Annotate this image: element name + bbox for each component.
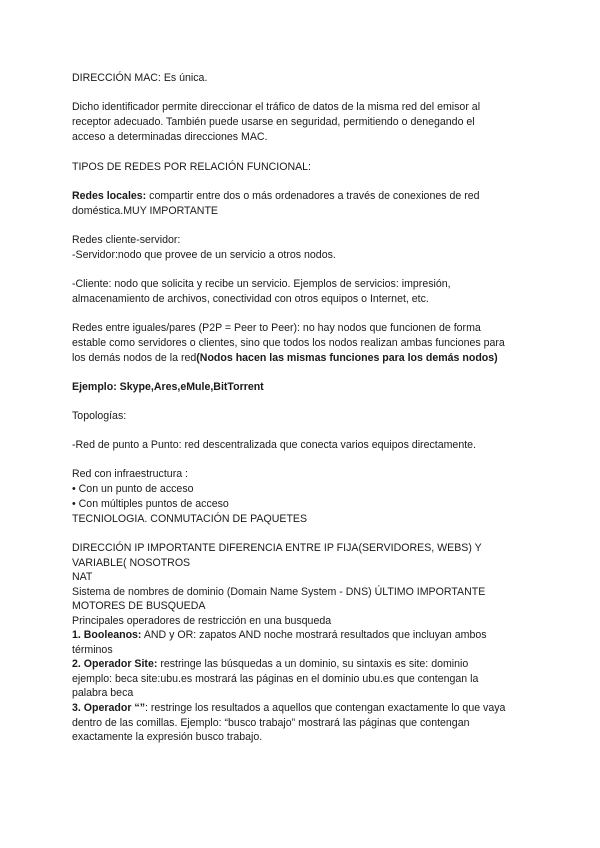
operador-1-text: AND y OR: zapatos AND noche mostrará resultados que incluyan ambos bbox=[141, 629, 487, 641]
operador-2-line-2: ejemplo: beca site:ubu.es mostrará las páginas en el dominio ubu.es que contengan la bbox=[72, 673, 479, 685]
servidor-line: -Servidor:nodo que provee de un servicio a otros nodos. bbox=[72, 249, 336, 261]
infraestructura-heading: Red con infraestructura : bbox=[72, 468, 188, 480]
cliente-servidor-heading: Redes cliente-servidor: bbox=[72, 234, 181, 246]
p2p-line-3-bold: (Nodos hacen las mismas funciones para los demás nodos) bbox=[196, 352, 498, 364]
redes-locales-text: compartir entre dos o más ordenadores a través de conexiones de red bbox=[146, 190, 480, 202]
operador-3-text: : restringe los resultados a aquellos que contengan exactamente lo que vaya bbox=[145, 702, 506, 714]
redes-locales-label: Redes locales: bbox=[72, 190, 147, 202]
operador-2-line-1 bbox=[72, 657, 468, 672]
operador-2-text: restringe las búsquedas a un dominio, su sintaxis es site: dominio bbox=[157, 658, 469, 670]
mac-desc-line-1: Dicho identificador permite direccionar el tráfico de datos de la misma red del emisor al bbox=[72, 101, 481, 113]
operador-1-line-2: términos bbox=[72, 644, 113, 656]
operador-3-line-1 bbox=[72, 701, 505, 716]
p2p-line-2: estable como servidores o clientes, sino que todos los nodos realizan ambas funciones para bbox=[72, 337, 505, 349]
dns-line: Sistema de nombres de dominio (Domain Name System - DNS) ÚLTIMO IMPORTANTE bbox=[72, 586, 486, 598]
operador-2-label: 2. Operador Site: bbox=[72, 658, 158, 670]
infraestructura-bullet-2: • Con múltiples puntos de acceso bbox=[72, 498, 229, 510]
cliente-line-2: almacenamiento de archivos, conectividad con otros equipos o Internet, etc. bbox=[72, 293, 429, 305]
nat-line: NAT bbox=[72, 571, 93, 583]
topologias-heading: Topologías: bbox=[72, 410, 127, 422]
infraestructura-bullet-1: • Con un punto de acceso bbox=[72, 483, 194, 495]
p2p-line-3 bbox=[72, 351, 498, 366]
operador-3-label: 3. Operador “” bbox=[72, 702, 145, 714]
tecnologia-heading: TECNIOLOGIA. CONMUTACIÓN DE PAQUETES bbox=[72, 513, 308, 525]
p2p-line-1: Redes entre iguales/pares (P2P = Peer to Peer): no hay nodos que funcionen de forma bbox=[72, 322, 481, 334]
ip-line-1: DIRECCIÓN IP IMPORTANTE DIFERENCIA ENTRE IP FIJA(SERVIDORES, WEBS) Y bbox=[72, 542, 482, 554]
redes-locales-line-2: doméstica.MUY IMPORTANTE bbox=[72, 205, 218, 217]
p2p-line-3-text: los demás nodos de la red bbox=[72, 352, 197, 364]
redes-locales-line-1 bbox=[72, 189, 480, 204]
mac-desc-line-2: receptor adecuado. También puede usarse en seguridad, permitiendo o denegando el bbox=[72, 116, 475, 128]
operador-3-line-2: dentro de las comillas. Ejemplo: “busco trabajo” mostrará las páginas que contengan bbox=[72, 717, 470, 729]
ip-line-2: VARIABLE( NOSOTROS bbox=[72, 557, 191, 569]
ejemplo-p2p: Ejemplo: Skype,Ares,eMule,BitTorrent bbox=[72, 381, 264, 393]
operador-3-line-3: exactamente la expresión busco trabajo. bbox=[72, 731, 263, 743]
operador-2-line-3: palabra beca bbox=[72, 687, 134, 699]
principales-line: Principales operadores de restricción en una busqueda bbox=[72, 615, 332, 627]
mac-desc-line-3: acceso a determinadas direcciones MAC. bbox=[72, 131, 268, 143]
cliente-line-1: -Cliente: nodo que solicita y recibe un servicio. Ejemplos de servicios: impresión, bbox=[72, 278, 451, 290]
mac-heading: DIRECCIÓN MAC: Es única. bbox=[72, 72, 208, 84]
motores-heading: MOTORES DE BUSQUEDA bbox=[72, 600, 206, 612]
operador-1-line-1 bbox=[72, 628, 487, 643]
tipos-heading: TIPOS DE REDES POR RELACIÓN FUNCIONAL: bbox=[72, 161, 311, 173]
operador-1-label: 1. Booleanos: bbox=[72, 629, 142, 641]
punto-a-punto-line: -Red de punto a Punto: red descentralizada que conecta varios equipos directamente. bbox=[72, 439, 476, 451]
